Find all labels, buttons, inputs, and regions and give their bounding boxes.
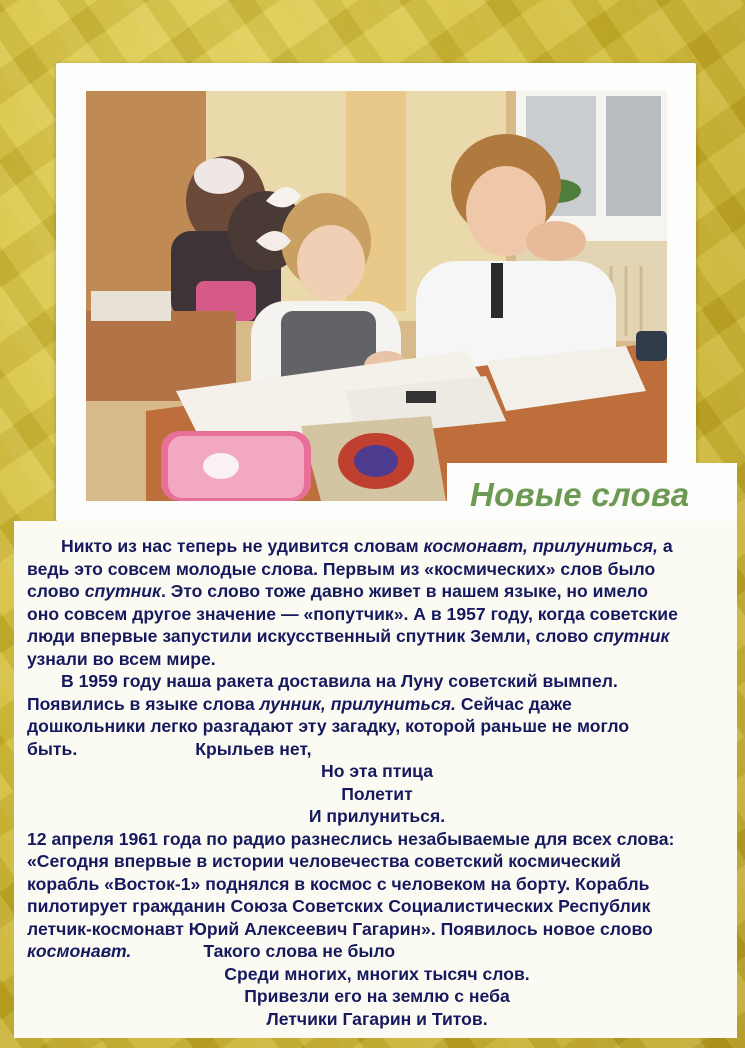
paragraph-3-line: корабль «Восток-1» поднялся в космос с человеком на борту. Корабль [27, 873, 650, 894]
poem-line: Летчики Гагарин и Титов. [266, 1008, 488, 1029]
paragraph-2-line: дошкольники легко разгадают эту загадку, которой раньше не могло [27, 716, 630, 736]
paragraph-1-line: слово спутник. Это слово тоже давно живет в нашем языке, но имело [27, 581, 648, 601]
paragraph-3-line: 12 апреля 1961 года по радио разнеслись незабываемые для всех слова: [27, 828, 675, 849]
paragraph-1-line: Никто из нас теперь не удивится словам космонавт, прилуниться, а [61, 536, 673, 556]
paragraph-2-line: В 1959 году наша ракета доставила на Луну советский вымпел. [61, 671, 618, 691]
poem-line: Привезли его на землю с неба [244, 986, 510, 1006]
riddle-line: Полетит [341, 783, 413, 804]
paragraph-3-line: «Сегодня впервые в истории человечества советский космический [27, 851, 621, 871]
paragraph-3-line: космонавт. Такого слова не было [27, 941, 396, 961]
paragraph-2-line: быть. Крыльев нет, [27, 738, 312, 759]
paragraph-3-line: летчик-космонавт Юрий Алексеевич Гагарин». Появилось новое слово [27, 918, 653, 939]
classroom-photo [86, 91, 667, 501]
riddle-line: Но эта птица [321, 761, 433, 781]
paragraph-1-line: люди впервые запустили искусственный спутник Земли, слово спутник [27, 626, 670, 646]
poem-line: Среди многих, многих тысяч слов. [224, 963, 530, 984]
page-title: Новые слова [470, 476, 690, 513]
paragraph-1-line: ведь это совсем молодые слова. Первым из «космических» слов было [27, 558, 656, 579]
riddle-line: И прилуниться. [308, 806, 446, 826]
paragraph-1-line: узнали во всем мире. [27, 648, 216, 669]
paragraph-2-line: Появились в языке слова лунник, прилуниться. Сейчас даже [27, 693, 572, 714]
paragraph-3-line: пилотирует гражданин Союза Советских Социалистических Республик [27, 896, 651, 916]
paragraph-1-line: оно совсем другое значение — «попутчик». А в 1957 году, когда советские [27, 603, 678, 624]
article-text [27, 535, 727, 1030]
